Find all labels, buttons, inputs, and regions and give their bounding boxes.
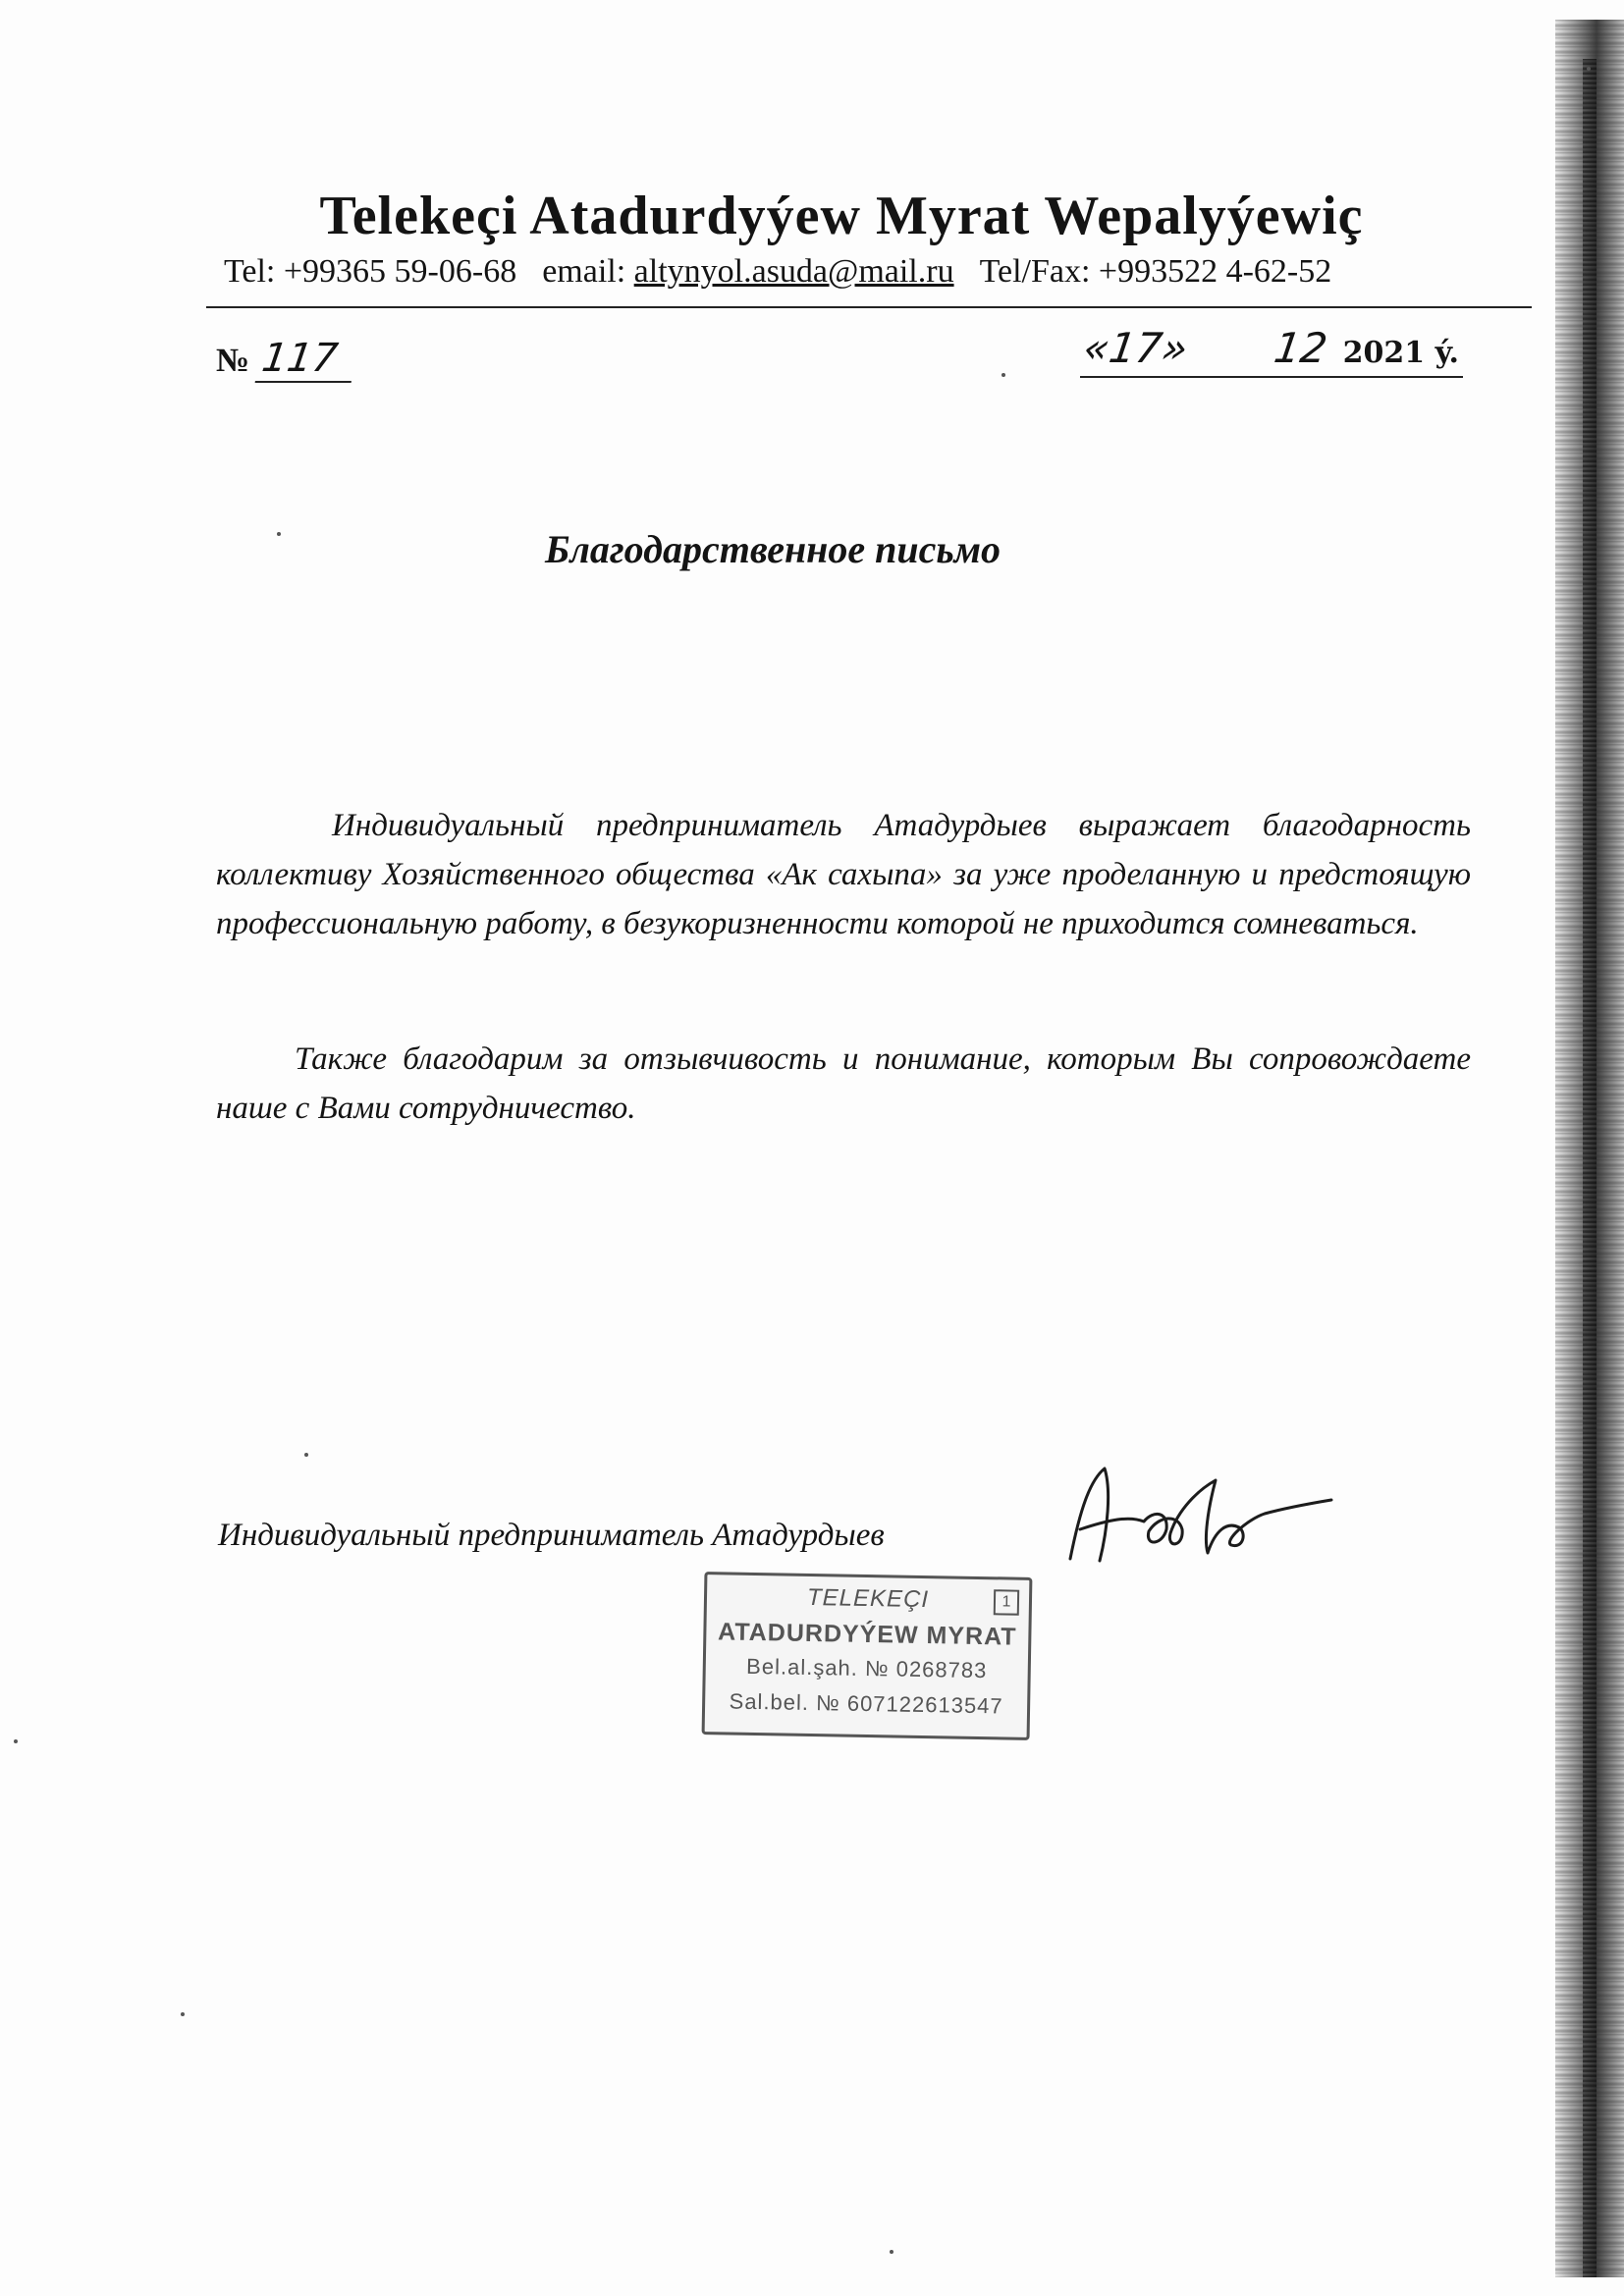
stamp-line-3: Bel.al.şah. № 0268783 (745, 1653, 988, 1683)
scanner-shadow-line (1583, 59, 1597, 2277)
letterhead-divider (206, 306, 1532, 308)
email-address: altynyol.asuda@mail.ru (633, 253, 954, 290)
letterhead-contacts (224, 253, 1331, 291)
email-label: email: (542, 253, 626, 290)
number-label: № (216, 343, 250, 379)
letter-date (1080, 324, 1463, 378)
scan-speck (181, 2012, 185, 2016)
scan-speck (1587, 67, 1591, 71)
handwritten-day: «17» (1080, 324, 1191, 372)
date-year: 2021 ý. (1342, 336, 1459, 370)
stamp-line-4: Sal.bel. № 607122613547 (729, 1688, 1003, 1719)
handwritten-signature (1051, 1451, 1335, 1578)
signatory-line: Индивидуальный предприниматель Атадурдыев (218, 1518, 885, 1553)
body-paragraph-2: Также благодарим за отзывчивость и понимание, которым Вы сопровождаете наше с Вами сотрудничество. (216, 1041, 1471, 1126)
scan-speck (1001, 373, 1005, 377)
scan-speck (14, 1739, 18, 1743)
handwritten-number: 117 (254, 336, 357, 383)
scanner-shadow-edge (1555, 20, 1624, 2277)
outgoing-number (216, 336, 354, 383)
stamp-line-2: ATADURDYÝEW MYRAT (717, 1618, 1017, 1651)
scan-speck (304, 1453, 308, 1457)
official-stamp (702, 1572, 1033, 1740)
fax-number: Tel/Fax: +993522 4-62-52 (979, 253, 1332, 290)
letterhead-name: Telekeçi Atadurdyýew Myrat Wepalyýewiç (319, 186, 1364, 246)
scan-speck (890, 2250, 893, 2254)
phone-number: Tel: +99365 59-06-68 (224, 253, 517, 290)
handwritten-month: 12 (1271, 324, 1330, 372)
body-paragraph-1: Индивидуальный предприниматель Атадурдыев выражает благодарность коллективу Хозяйственного общества «Ак сахыпа» за уже проделанную и предстоящую профессиональную работу, в безукоризненности которой не приходится сомневаться. (216, 808, 1471, 941)
letter-title: Благодарственное письмо (544, 527, 1001, 571)
stamp-corner-number: 1 (994, 1589, 1019, 1615)
stamp-line-1: TELEKEÇI (806, 1583, 930, 1614)
